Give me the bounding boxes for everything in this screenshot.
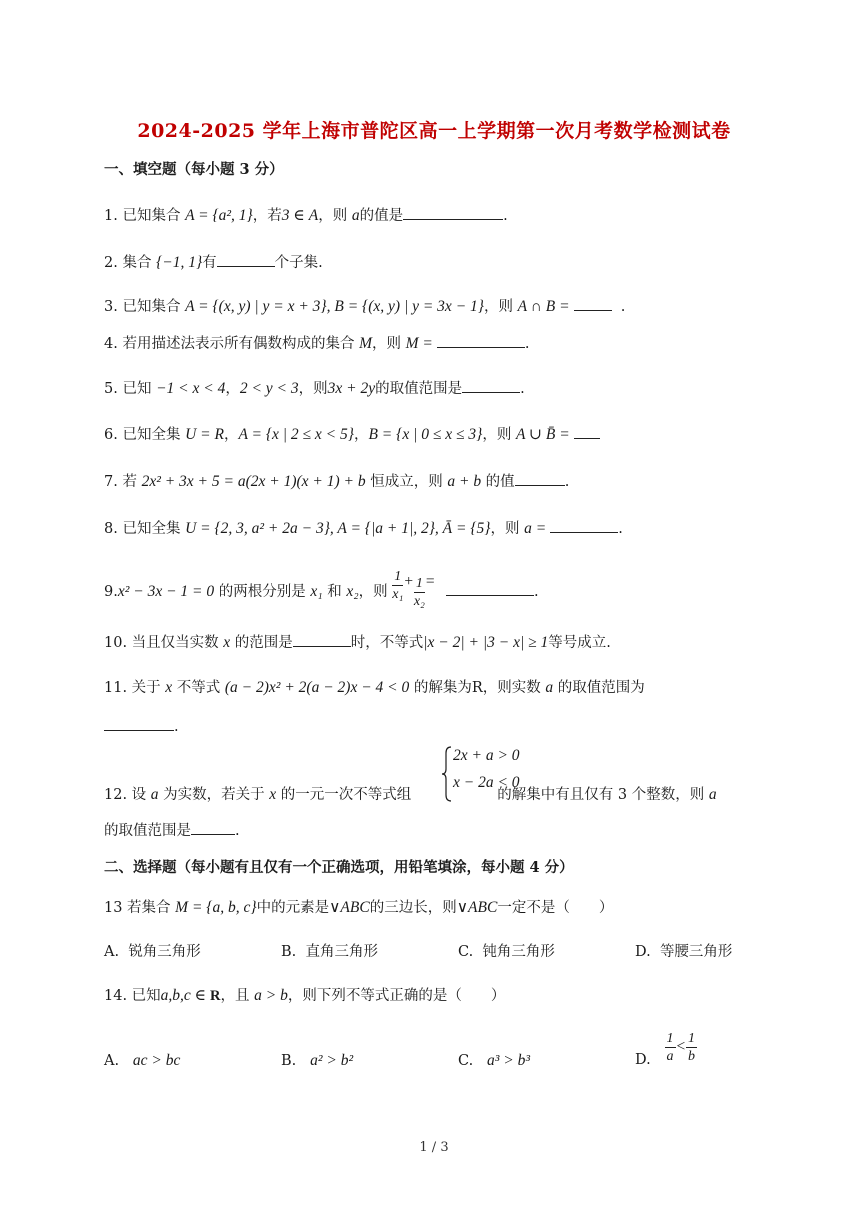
page-title: 2024-2025 学年上海市普陀区高一上学期第一次月考数学检测试卷 <box>137 120 731 142</box>
q13-option-d[interactable]: D. 等腰三角形 <box>635 944 733 960</box>
answer-blank <box>217 252 275 267</box>
answer-blank <box>515 471 565 486</box>
answer-blank <box>403 205 503 220</box>
question-14: 14. 已知a,b,c ∈ R，且 a > b，则下列不等式正确的是（ ） <box>104 987 506 1004</box>
answer-blank <box>574 424 600 439</box>
question-1: 1. 已知集合 A = {a², 1}，若3 ∈ A，则 a的值是 . <box>104 207 508 224</box>
fraction-1-over-x1: $\frac{1}{\text{x₁}}$ <box>392 568 404 602</box>
answer-blank <box>550 518 618 533</box>
q14-option-b[interactable]: B. a² > b² <box>281 1052 354 1069</box>
question-10: 10. 当且仅当实数 x 的范围是 时，不等式|x − 2| + |3 − x| ≥ 1等号成立. <box>104 634 611 651</box>
answer-blank <box>104 716 174 731</box>
question-12-line-2: 的取值范围是 . <box>104 820 240 841</box>
question-13: 13 若集合 M = {a, b, c}中的元素是∨ABC的三边长，则∨ABC一定不是（ ） <box>104 899 614 916</box>
fraction-1-over-a: $\frac{1}{a}$ <box>666 1030 674 1064</box>
answer-blank <box>446 581 534 596</box>
section-choice-heading: 二、选择题（每小题有且仅有一个正确选项，用铅笔填涂，每小题 4 分） <box>104 859 574 876</box>
q14-option-d[interactable]: D. $\frac{1}{a}$ < $\frac{1}{b}$ <box>635 1030 696 1068</box>
fraction-1-over-x2: $\frac{1}{\text{x₂}}$ <box>413 575 425 609</box>
answer-blank <box>293 632 351 647</box>
answer-blank <box>437 333 525 348</box>
question-12: 12. 设 a 为实数，若关于 x 的一元一次不等式组 的解集中有且仅有 3 个整数，则 a <box>104 786 717 803</box>
question-4: 4. 若用描述法表示所有偶数构成的集合 M，则 M = . <box>104 335 530 352</box>
section-fill-in-heading: 一、填空题（每小题 3 分） <box>104 161 284 178</box>
math-set-a: A = {a², 1} <box>185 207 253 224</box>
answer-blank <box>462 378 520 393</box>
question-8: 8. 已知全集 U = {2, 3, a² + 2a − 3}, A = {|a + 1|, 2}, Ā = {5}，则 a = . <box>104 520 623 537</box>
page-number: 1 / 3 <box>419 1140 449 1155</box>
q13-option-c[interactable]: C. 钝角三角形 <box>458 944 555 960</box>
q14-option-c[interactable]: C. a³ > b³ <box>458 1052 531 1069</box>
question-3: 3. 已知集合 A = {(x, y) | y = x + 3}, B = {(x, y) | y = 3x − 1}，则 A ∩ B = . <box>104 298 626 315</box>
question-2: 2. 集合 {−1, 1}有 个子集. <box>104 254 323 271</box>
q13-option-a[interactable]: A. 锐角三角形 <box>104 944 201 960</box>
inequality-system: 2x + a > 0 x − 2a < 0 <box>441 745 551 803</box>
question-5: 5. 已知 −1 < x < 4，2 < y < 3，则3x + 2y的取值范围是 . <box>104 380 525 397</box>
fraction-1-over-b: $\frac{1}{b}$ <box>688 1030 696 1064</box>
answer-blank <box>574 296 612 311</box>
q14-option-a[interactable]: A. ac > bc <box>104 1052 181 1069</box>
question-7: 7. 若 2x² + 3x + 5 = a(2x + 1)(x + 1) + b 恒成立，则 a + b 的值 . <box>104 473 570 490</box>
answer-blank <box>191 820 235 835</box>
question-6: 6. 已知全集 U = R，A = {x | 2 ≤ x < 5}，B = {x | 0 ≤ x ≤ 3}，则 A ∪ B̄ = <box>104 424 600 445</box>
question-11: 11. 关于 x 不等式 (a − 2)x² + 2(a − 2)x − 4 < 0 的解集为R，则实数 a 的取值范围为 <box>104 679 645 696</box>
question-11-line-2: . <box>104 716 179 737</box>
q13-option-b[interactable]: B. 直角三角形 <box>281 944 378 960</box>
question-9: 9.x² − 3x − 1 = 0 的两根分别是 x₁ 和 x₂，则 $\frac{1}{\text{x₁}}$ + $\frac{1}{\text{x₂}}$ = . <box>104 568 539 609</box>
